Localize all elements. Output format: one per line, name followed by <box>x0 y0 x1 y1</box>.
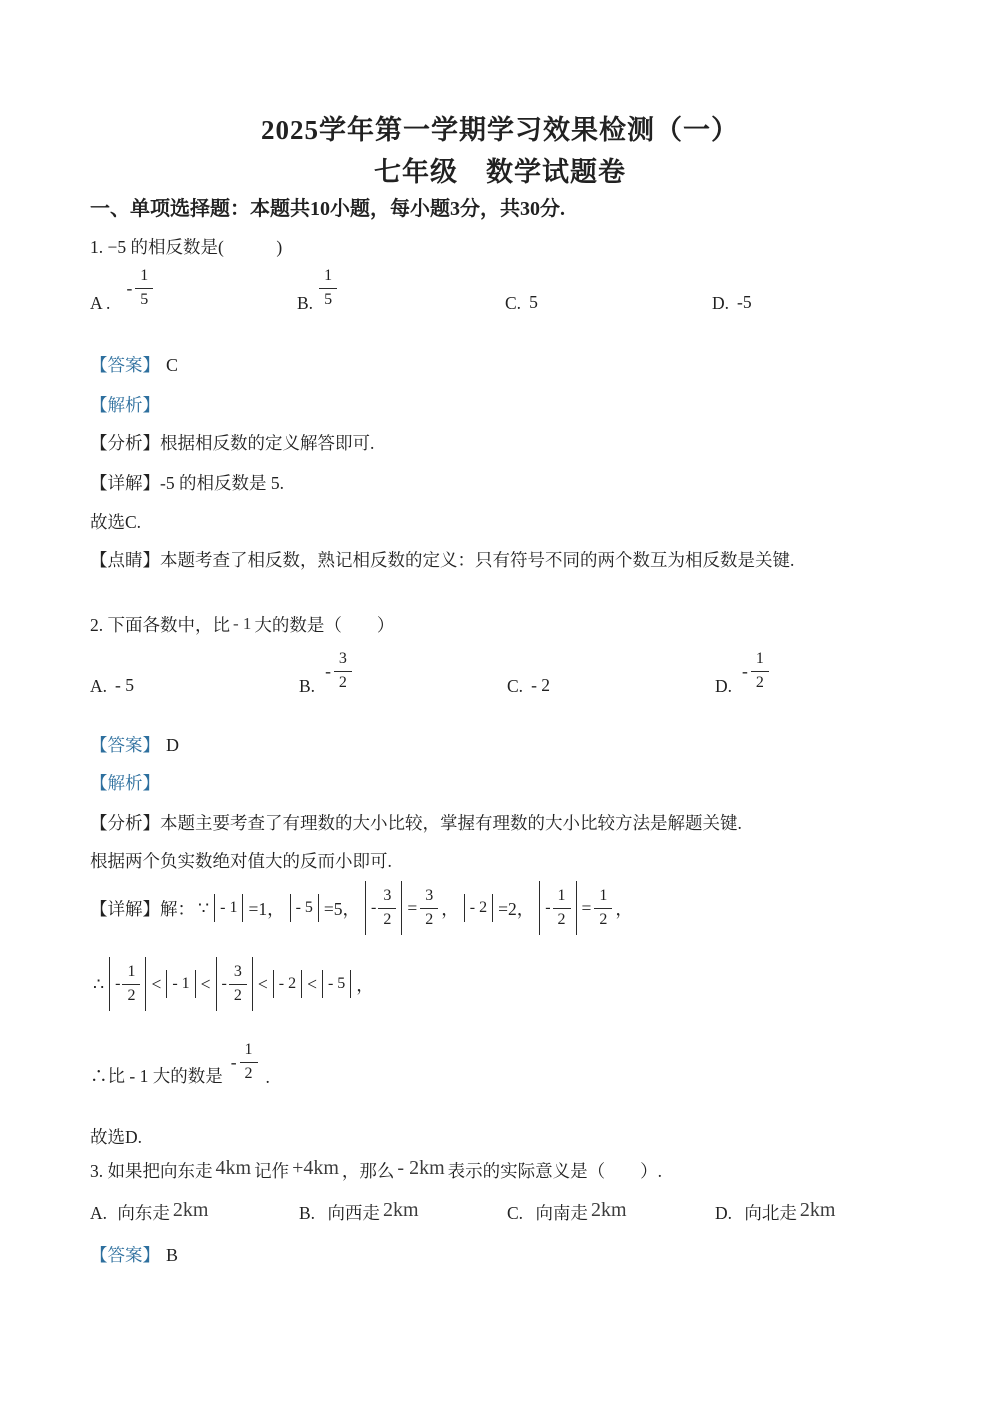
abs-value <box>109 957 146 1012</box>
fraction-numerator: 1 <box>594 886 612 909</box>
option-value: -5 <box>737 292 752 312</box>
option-value: 2km <box>382 1199 419 1221</box>
option-label: C. <box>507 676 524 696</box>
q2-xiangjie-math-line <box>90 872 636 944</box>
q1-option-a <box>90 262 153 314</box>
option-label: A. <box>90 1203 108 1223</box>
q3-option-b <box>299 1200 422 1225</box>
abs-value <box>365 881 402 936</box>
fraction-denominator: 2 <box>383 910 392 928</box>
period: . <box>265 1067 270 1087</box>
q2-fenxi-line2: 根据两个负实数绝对值大的反而小即可. <box>90 851 392 871</box>
minus-sign: - <box>545 899 551 916</box>
section-heading: 一、单项选择题：本题共10小题，每小题3分，共30分. <box>90 198 565 220</box>
math-comma: ， <box>356 974 374 995</box>
q2-answer-line <box>90 732 179 757</box>
less-than-sign: < <box>200 973 211 994</box>
fraction-numerator: 1 <box>240 1040 258 1063</box>
option-label: C. <box>505 293 522 313</box>
q2-inequality-line <box>90 950 377 1018</box>
stem-math-value: - 2km <box>397 1157 445 1179</box>
fraction-numerator: 3 <box>378 886 396 909</box>
q1-answer-line <box>90 352 178 377</box>
abs-value <box>290 894 319 922</box>
fraction <box>135 266 153 311</box>
question-2-stem <box>90 612 394 637</box>
q2-fenxi-line: 【分析】本题主要考查了有理数的大小比较，掌握有理数的大小比较方法是解题关键. <box>90 813 742 833</box>
less-than-sign: < <box>151 973 162 994</box>
q2-option-b <box>299 645 352 697</box>
minus-sign: - <box>325 660 331 681</box>
math-comma: ， <box>615 898 633 919</box>
since-symbol: ∵ <box>198 897 210 918</box>
minus-sign: - <box>371 899 377 916</box>
stem-math-value: - 1 <box>233 614 252 633</box>
fraction-numerator: 1 <box>553 886 571 909</box>
abs-value <box>166 970 195 998</box>
answer-tag: 【答案】 <box>90 1245 160 1265</box>
minus-sign: - <box>230 1051 237 1072</box>
math-equals: =2， <box>498 898 535 919</box>
abs-inner: - 1 <box>220 899 238 916</box>
fraction <box>594 886 612 931</box>
math-equals: = <box>407 897 418 918</box>
xiangjie-tag: 【详解】解： <box>90 898 195 919</box>
option-label: A . <box>90 293 111 313</box>
fraction-numerator: 1 <box>319 266 337 289</box>
q1-conclusion-line: 故选C. <box>90 512 142 532</box>
question-1-stem: 1. −5 的相反数是( ) <box>90 237 283 257</box>
option-value: 5 <box>529 292 538 312</box>
option-label: C. <box>507 1203 524 1223</box>
fraction-numerator: 3 <box>229 962 247 985</box>
option-label: B. <box>297 293 314 313</box>
answer-value: B <box>166 1245 179 1265</box>
q1-option-d <box>712 262 752 314</box>
option-text: 向西走 <box>327 1203 380 1223</box>
abs-inner: - 2 <box>469 899 488 916</box>
answer-value: C <box>166 355 179 375</box>
fraction-denominator: 2 <box>233 986 242 1004</box>
fraction-denominator: 2 <box>338 673 347 691</box>
q1-dianjing-line: 【点睛】本题考查了相反数，熟记相反数的定义：只有符号不同的两个数互为相反数是关键. <box>90 550 795 570</box>
option-label: A. <box>90 676 108 696</box>
stem-text: 2. 下面各数中，比 <box>90 615 230 635</box>
q3-option-c <box>507 1200 630 1225</box>
q2-option-a <box>90 645 134 697</box>
minus-sign: - <box>115 975 121 992</box>
abs-value <box>216 957 253 1012</box>
fraction <box>334 649 352 694</box>
abs-inner: - 1 <box>172 975 190 992</box>
stem-text: 3. 如果把向东走 <box>90 1161 213 1181</box>
analysis-tag: 【解析】 <box>90 773 160 793</box>
q1-option-c <box>505 262 538 314</box>
doc-title: 2025学年第一学期学习效果检测（一） <box>261 115 739 145</box>
abs-value <box>464 894 493 922</box>
fraction <box>378 886 396 931</box>
less-than-sign: < <box>307 973 317 994</box>
math-equals: = <box>581 897 592 918</box>
fraction <box>229 962 247 1007</box>
abs-value <box>539 881 576 936</box>
option-text: 向南走 <box>535 1203 588 1223</box>
fraction-denominator: 2 <box>755 673 764 691</box>
answer-tag: 【答案】 <box>90 355 160 375</box>
option-text: 向东走 <box>117 1203 170 1223</box>
q3-option-a <box>90 1200 211 1225</box>
fraction <box>751 649 769 694</box>
stem-text: 大的数是（ ） <box>254 615 395 635</box>
fraction-denominator: 2 <box>244 1064 253 1082</box>
fraction-numerator: 1 <box>751 649 769 672</box>
q2-analysis-tag-line <box>90 770 160 795</box>
analysis-tag: 【解析】 <box>90 395 160 415</box>
q2-option-d <box>715 645 769 697</box>
fraction-numerator: 3 <box>334 649 352 672</box>
less-than-sign: < <box>257 973 268 994</box>
fraction-numerator: 1 <box>135 266 153 289</box>
therefore-symbol: ∴ <box>93 973 105 994</box>
option-value: 2km <box>590 1199 627 1221</box>
fraction <box>122 962 140 1007</box>
conclusion-text: ∴比 - 1 大的数是 <box>90 1066 223 1086</box>
answer-value: D <box>166 735 179 755</box>
stem-text: 表示的实际意义是（ ）. <box>447 1161 662 1181</box>
q1-analysis-tag-line <box>90 392 160 417</box>
abs-inner: - 2 <box>278 975 297 992</box>
abs-inner: - 5 <box>327 975 346 992</box>
fraction-numerator: 3 <box>420 886 438 909</box>
fraction <box>240 1040 258 1085</box>
math-equals: =1， <box>248 898 285 919</box>
minus-sign: - <box>221 975 227 992</box>
minus-sign: - <box>742 660 748 681</box>
fraction-denominator: 2 <box>425 910 434 928</box>
abs-inner: - 5 <box>295 899 313 916</box>
option-text: 向北走 <box>744 1203 797 1223</box>
q3-answer-line <box>90 1242 178 1267</box>
q1-xiangjie-line: 【详解】-5 的相反数是 5. <box>90 473 284 493</box>
option-label: D. <box>715 1203 733 1223</box>
abs-value <box>322 970 351 998</box>
fraction-denominator: 2 <box>557 910 566 928</box>
fraction-denominator: 5 <box>324 290 333 308</box>
option-value: 2km <box>799 1199 836 1221</box>
stem-text: ，那么 <box>341 1161 395 1181</box>
fraction-denominator: 2 <box>127 986 136 1004</box>
q2-conclusion-line: 故选D. <box>90 1127 143 1147</box>
fraction-denominator: 2 <box>599 910 608 928</box>
q1-option-b <box>297 262 337 314</box>
option-label: B. <box>299 676 316 696</box>
question-3-stem <box>90 1158 662 1183</box>
stem-math-value: +4km <box>292 1157 339 1179</box>
option-value: - 2 <box>531 675 551 695</box>
answer-tag: 【答案】 <box>90 735 160 755</box>
math-equals: =5， <box>323 898 361 919</box>
stem-text: 记作 <box>254 1161 290 1181</box>
q2-option-c <box>507 645 550 697</box>
option-label: B. <box>299 1203 316 1223</box>
option-label: D. <box>712 293 730 313</box>
option-label: D. <box>715 676 733 696</box>
doc-subtitle: 七年级 数学试题卷 <box>374 157 626 187</box>
fraction <box>420 886 438 931</box>
option-value: 2km <box>172 1199 209 1221</box>
option-value: - 5 <box>115 675 134 695</box>
abs-value <box>214 894 243 922</box>
q1-fenxi-line: 【分析】根据相反数的定义解答即可. <box>90 433 375 453</box>
abs-value <box>273 970 302 998</box>
fraction-denominator: 5 <box>140 290 149 308</box>
fraction <box>319 266 337 311</box>
q2-conclusion-math-line <box>90 1036 270 1088</box>
math-comma: ， <box>441 898 459 919</box>
fraction <box>553 886 571 931</box>
fraction-numerator: 1 <box>122 962 140 985</box>
q3-option-d <box>715 1200 838 1225</box>
stem-math-value: 4km <box>215 1157 252 1179</box>
minus-sign: - <box>126 277 133 298</box>
